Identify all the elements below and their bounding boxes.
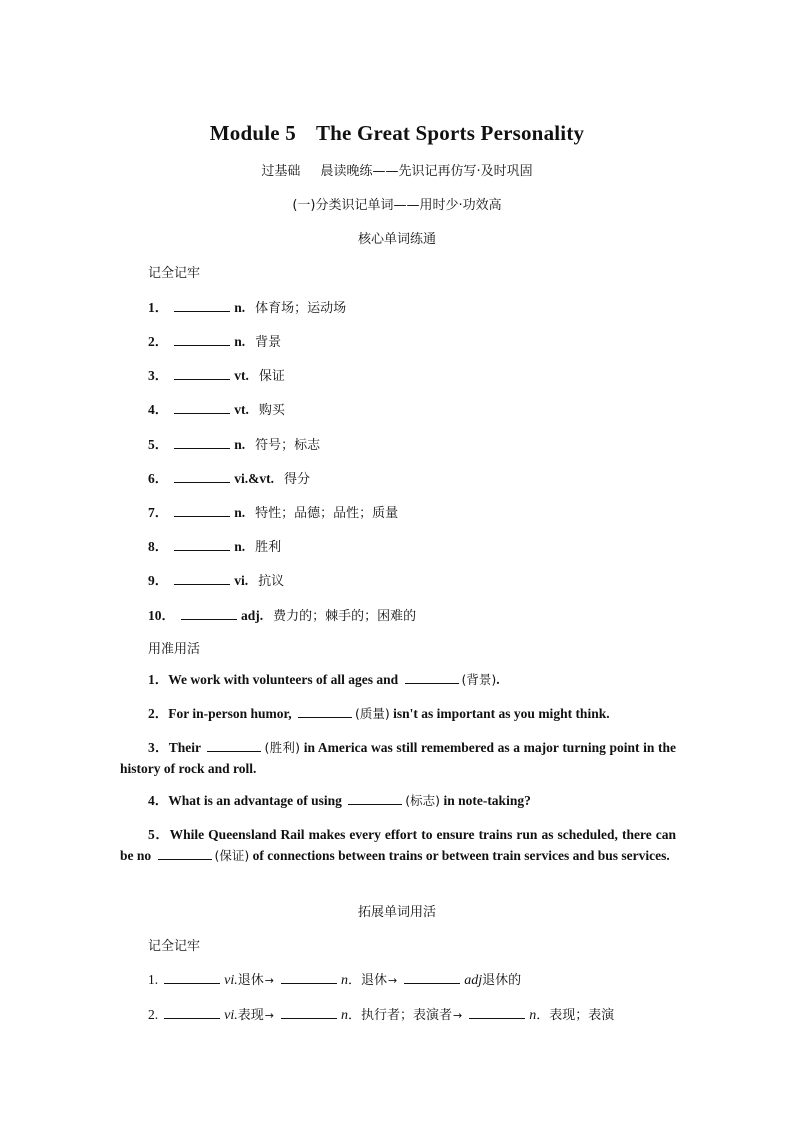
vocab-item: 4． vt. 购买 [148,402,285,418]
sentence-item: 2．For in-person humor, (质量) isn't as important as you might think. [148,706,610,721]
arrow-icon: → [264,1009,274,1022]
answer-blank[interactable] [174,300,230,312]
subtitle: 过基础 晨读晚练——先识记再仿写·及时巩固 [261,164,533,179]
memorize-label: 记全记牢 [148,266,201,281]
use-label: 用准用活 [148,642,201,657]
sentence-item: 5．While Queensland Rail makes every effort to ensure trains run as scheduled, there can be no (保证) of connections between trains or between train services and bus services. [120,827,676,863]
extended-item: 2. vi.表现→ n．执行者；表演者→ n．表现；表演 [148,1007,615,1023]
answer-blank[interactable] [207,740,261,752]
answer-blank[interactable] [281,972,337,984]
answer-blank[interactable] [348,793,402,805]
sentence-item: 1．We work with volunteers of all ages and (背景). [148,672,500,687]
answer-blank[interactable] [164,1007,220,1019]
answer-blank[interactable] [181,608,237,620]
vocab-item: 5． n. 符号；标志 [148,437,321,453]
answer-blank[interactable] [174,539,230,551]
extended-item: 1. vi.退休→ n．退休→ adj退休的 [148,972,522,988]
answer-blank[interactable] [298,706,352,718]
memorize-label: 记全记牢 [148,939,201,954]
answer-blank[interactable] [174,402,230,414]
page-title [0,121,794,146]
vocab-item: 9． vi. 抗议 [148,573,285,589]
answer-blank[interactable] [404,972,460,984]
arrow-icon: → [452,1009,463,1022]
answer-blank[interactable] [174,505,230,517]
arrow-icon: → [264,974,274,987]
answer-blank[interactable] [174,437,230,449]
answer-blank[interactable] [174,334,230,346]
answer-blank[interactable] [469,1007,525,1019]
answer-blank[interactable] [158,848,212,860]
vocab-item: 7． n. 特性；品德；品性；质量 [148,505,399,521]
vocab-item: 3． vt. 保证 [148,368,285,384]
vocab-item: 6． vi.&vt. 得分 [148,471,311,487]
answer-blank[interactable] [174,471,230,483]
answer-blank[interactable] [174,368,230,380]
answer-blank[interactable] [164,972,220,984]
sentence-item: 3．Their (胜利) in America was still remembered as a major turning point in the history of rock and roll. [120,740,677,776]
sentence-item: 4．What is an advantage of using (标志) in note-taking? [148,793,531,808]
vocab-item: 8． n. 胜利 [148,539,282,555]
arrow-icon: → [387,974,398,987]
module-number: Module 5 [209,121,296,145]
section-subheading-core: 核心单词练通 [357,232,436,247]
vocab-item: 10． adj. 费力的；棘手的；困难的 [148,608,417,624]
vocab-item: 1． n. 体育场；运动场 [148,300,347,316]
answer-blank[interactable] [174,573,230,585]
vocab-item: 2． n. 背景 [148,334,282,350]
section-subheading-extended: 拓展单词用活 [357,905,436,920]
module-title: The Great Sports Personality [315,121,585,145]
answer-blank[interactable] [405,672,459,684]
section-heading-1: (一)分类识记单词——用时少·功效高 [292,198,502,213]
answer-blank[interactable] [281,1007,337,1019]
